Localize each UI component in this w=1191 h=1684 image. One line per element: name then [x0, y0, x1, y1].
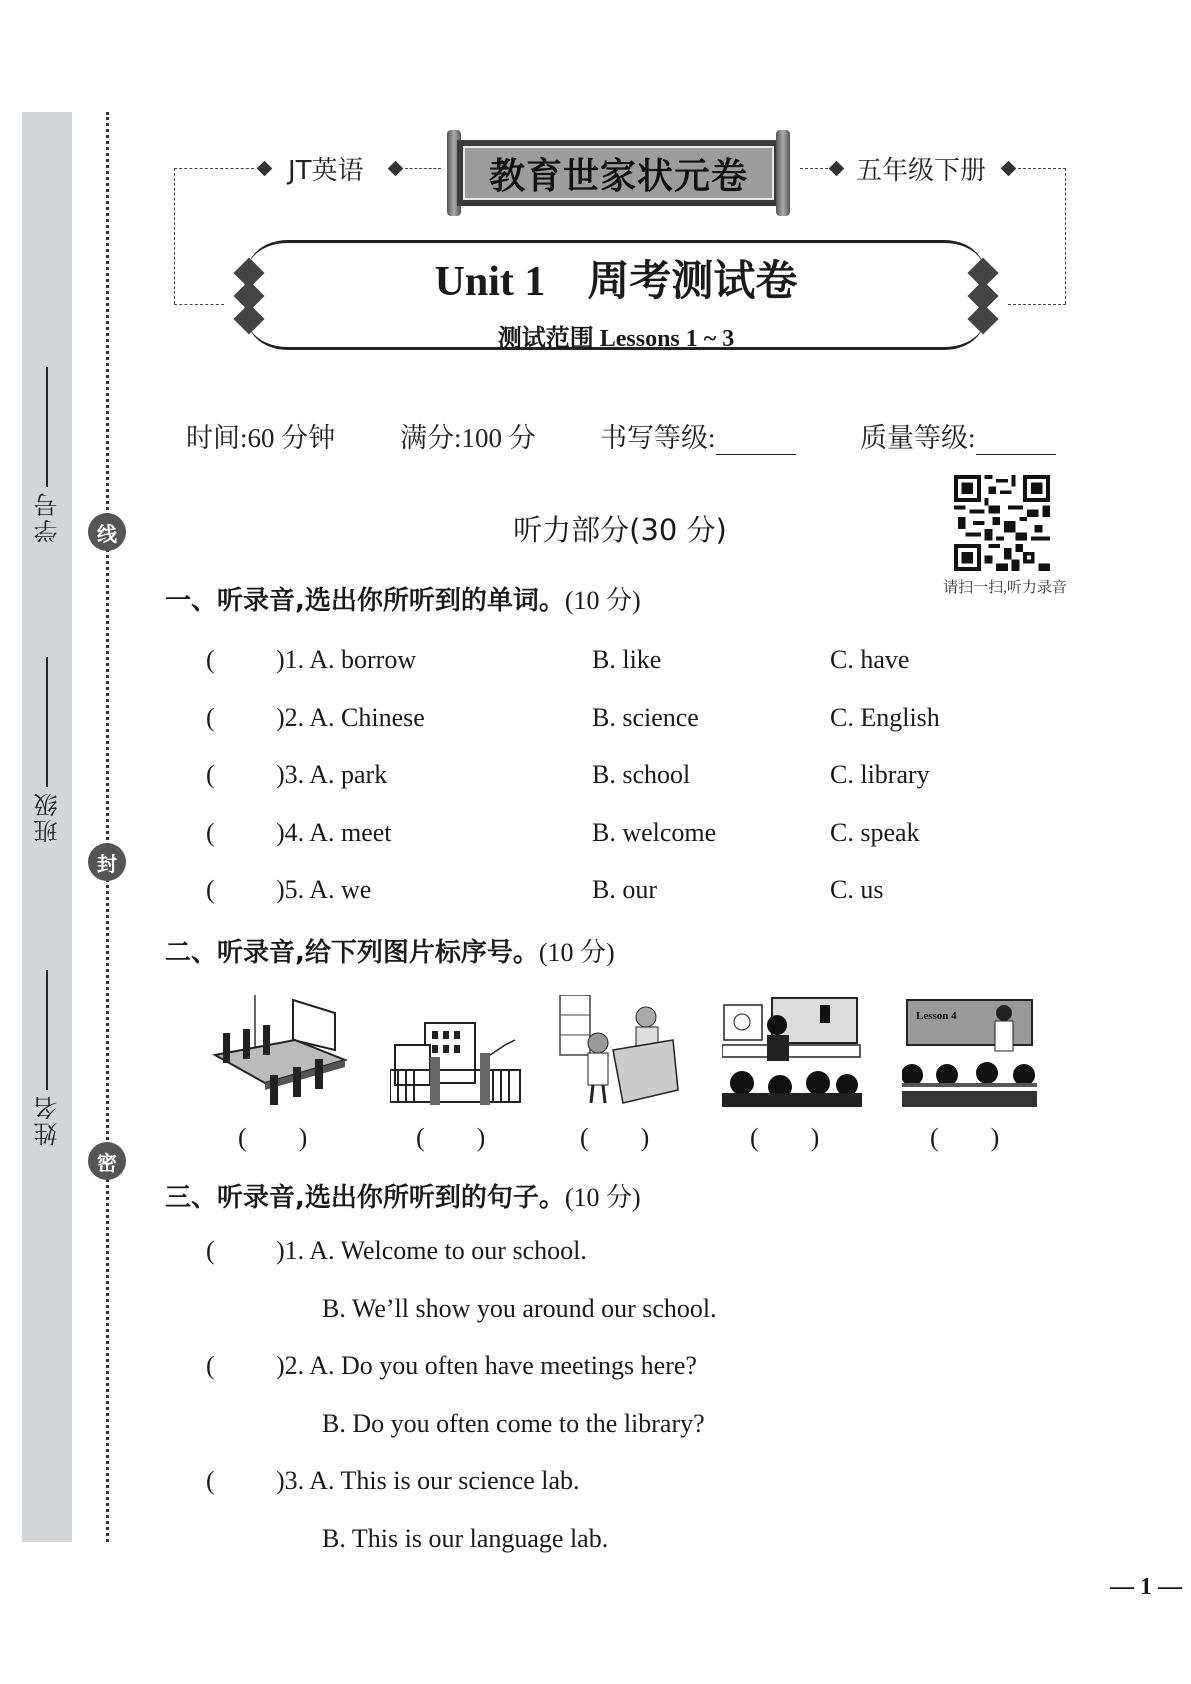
banner-scroll [447, 130, 790, 216]
seal-secret-icon: 密 [88, 1142, 126, 1180]
section3-points: (10 分) [564, 1183, 641, 1212]
left-dashed-bottom [174, 304, 224, 305]
student-id-field[interactable] [22, 367, 72, 543]
sentence-option-b: B. Do you often come to the library? [322, 1409, 705, 1438]
sentence-option-b: B. This is our language lab. [322, 1524, 609, 1553]
writing-grade-label: 书写等级: [600, 423, 716, 453]
quality-grade-label: 质量等级: [860, 423, 976, 453]
science-lab-picture [722, 995, 862, 1107]
seal-seal-icon: 封 [88, 843, 126, 881]
quality-grade-input[interactable] [976, 429, 1056, 455]
option-a: )3. A. park [276, 760, 388, 789]
answer-blank[interactable]: ( [206, 760, 215, 789]
name-line [46, 970, 48, 1090]
student-id-line [46, 367, 48, 487]
option-c: C. have [830, 645, 910, 674]
sentence-option-a: )2. A. Do you often have meetings here? [276, 1351, 697, 1380]
binding-strip [22, 112, 72, 1542]
cut-line-divider [106, 112, 109, 1542]
listening-part-heading: 听力部分(30 分) [513, 513, 727, 547]
option-a: )2. A. Chinese [276, 703, 425, 732]
dashed-connector [405, 168, 441, 169]
section1-heading [165, 580, 641, 617]
time-limit: 时间:60 分钟 [186, 423, 336, 453]
test-scope: 测试范围 Lessons 1 ~ 3 [497, 326, 735, 352]
diamond-icon [257, 161, 273, 177]
section3-heading [165, 1177, 641, 1214]
dashed-connector [800, 168, 828, 169]
class-field[interactable] [22, 657, 72, 843]
scroll-roll-right [776, 130, 790, 216]
seal-line-icon: 线 [88, 513, 126, 551]
option-b: B. welcome [592, 818, 717, 847]
page-title: Unit 1 周考测试卷 [434, 259, 798, 305]
library-desk-picture [558, 995, 683, 1107]
picture-answer-blank[interactable]: ( ) [750, 1123, 820, 1152]
option-b: B. science [592, 703, 699, 732]
option-b: B. like [592, 645, 662, 674]
series-tag: JT英语 [288, 156, 364, 186]
full-score: 满分:100 分 [400, 423, 536, 453]
meeting-room-picture [205, 995, 350, 1107]
right-dashed-bottom [1008, 304, 1066, 305]
quality-grade [860, 416, 1056, 455]
picture-answer-blank[interactable]: ( ) [580, 1123, 650, 1152]
school-building-picture [390, 995, 525, 1107]
answer-blank[interactable]: ( [206, 645, 215, 674]
grade-tag: 五年级下册 [856, 156, 987, 186]
name-label: 姓名 [33, 1094, 62, 1146]
sentence-option-b: B. We’ll show you around our school. [322, 1294, 717, 1323]
answer-blank[interactable]: ( [206, 703, 215, 732]
banner-title: 教育世家状元卷 [463, 146, 774, 200]
option-b: B. school [592, 760, 691, 789]
left-dashed-bracket [174, 168, 254, 304]
section1-title: 一、听录音,选出你所听到的单词。 [165, 586, 565, 616]
picture-answer-blank[interactable]: ( ) [416, 1123, 486, 1152]
right-dashed-bracket [1018, 168, 1066, 304]
sentence-option-a: )1. A. Welcome to our school. [276, 1236, 587, 1265]
answer-blank[interactable]: ( [206, 875, 215, 904]
answer-blank[interactable]: ( [206, 1466, 215, 1495]
writing-grade-input[interactable] [716, 429, 796, 455]
diamond-icon [388, 161, 404, 177]
picture-answer-blank[interactable]: ( ) [930, 1123, 1000, 1152]
option-c: C. speak [830, 818, 920, 847]
diamond-icon [1001, 161, 1017, 177]
writing-grade [600, 416, 796, 455]
page-number: — 1 — [1110, 1574, 1182, 1600]
scroll-body [457, 140, 780, 206]
svg-text:Lesson 4: Lesson 4 [916, 1010, 957, 1022]
option-a: )1. A. borrow [276, 645, 417, 674]
diamond-icon [829, 161, 845, 177]
section1-points: (10 分) [564, 586, 641, 615]
option-c: C. English [830, 703, 940, 732]
option-c: C. us [830, 875, 884, 904]
qr-caption: 请扫一扫,听力录音 [943, 580, 1067, 596]
qr-code-icon[interactable] [952, 475, 1052, 571]
answer-blank[interactable]: ( [206, 1236, 215, 1265]
class-label: 班级 [33, 791, 62, 843]
classroom-lesson-picture [902, 995, 1037, 1107]
option-a: )5. A. we [276, 875, 372, 904]
option-a: )4. A. meet [276, 818, 392, 847]
section2-title: 二、听录音,给下列图片标序号。 [165, 938, 539, 968]
section2-points: (10 分) [538, 938, 615, 967]
class-line [46, 657, 48, 787]
answer-blank[interactable]: ( [206, 1351, 215, 1380]
section2-heading [165, 932, 615, 969]
answer-blank[interactable]: ( [206, 818, 215, 847]
picture-answer-blank[interactable]: ( ) [238, 1123, 308, 1152]
option-b: B. our [592, 875, 657, 904]
option-c: C. library [830, 760, 930, 789]
sentence-option-a: )3. A. This is our science lab. [276, 1466, 580, 1495]
section3-title: 三、听录音,选出你所听到的句子。 [165, 1183, 565, 1213]
name-field[interactable] [22, 970, 72, 1146]
student-id-label: 学号 [33, 491, 62, 543]
